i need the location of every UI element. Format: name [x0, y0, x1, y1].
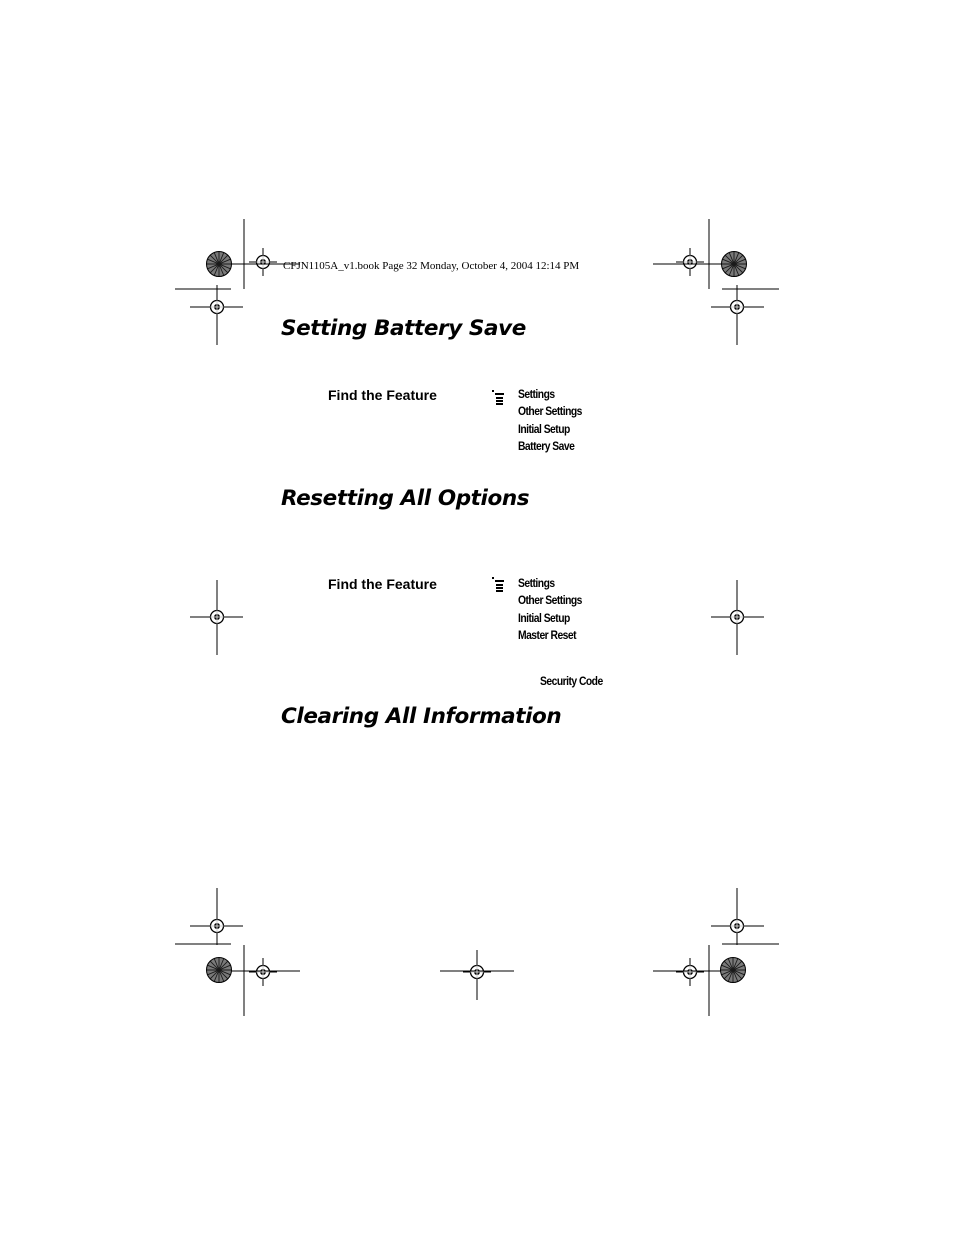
section-title-reset-options: Resetting All Options	[281, 486, 530, 511]
path-item: Battery Save	[518, 438, 575, 453]
section-title-battery-save: Setting Battery Save	[281, 316, 526, 341]
find-feature-label: Find the Feature	[328, 576, 437, 592]
section-title-clear-information: Clearing All Information	[281, 704, 562, 729]
path-item: Other Settings	[518, 404, 582, 419]
feature-path-master-reset	[518, 575, 592, 644]
path-item: Initial Setup	[518, 610, 570, 625]
path-item: Settings	[518, 387, 555, 401]
menu-key-icon	[492, 577, 506, 593]
path-item: Master Reset	[518, 627, 577, 642]
path-item: Initial Setup	[518, 421, 570, 436]
menu-key-icon	[492, 390, 506, 406]
page-header: CFJN1105A_v1.book Page 32 Monday, October 4, 2004 12:14 PM	[283, 260, 580, 272]
security-code-note: Security Code	[540, 674, 603, 688]
feature-path-battery-save	[518, 386, 592, 455]
path-item: Other Settings	[518, 593, 582, 608]
find-feature-label: Find the Feature	[328, 387, 437, 403]
path-item: Settings	[518, 576, 555, 590]
